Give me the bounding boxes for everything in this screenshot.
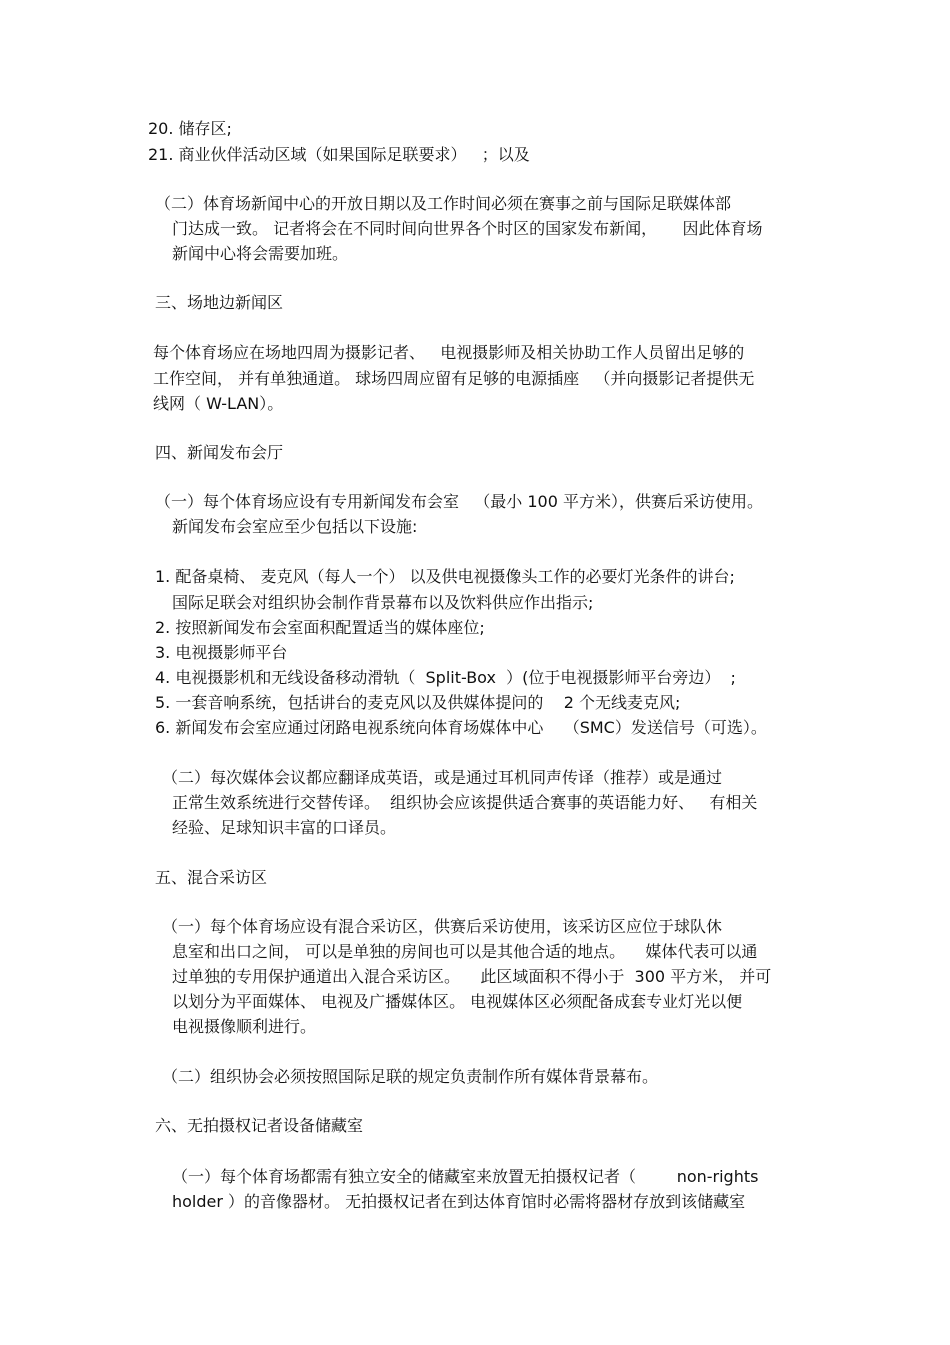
list-item-3: 3. 电视摄影师平台	[155, 643, 288, 662]
section-heading-4: 四、新闻发布会厅	[155, 443, 284, 462]
paragraph-line: 息室和出口之间， 可以是单独的房间也可以是其他合适的地点。 媒体代表可以通	[172, 942, 758, 961]
paragraph-line: （一）每个体育场应设有混合采访区，供赛后采访使用，该采访区应位于球队休	[162, 917, 723, 936]
paragraph-line: 以划分为平面媒体、 电视及广播媒体区。 电视媒体区必须配备成套专业灯光以便	[172, 992, 743, 1011]
paragraph-line: （一）每个体育场都需有独立安全的储藏室来放置无拍摄权记者（ non-rights	[172, 1167, 759, 1186]
list-item-5: 5. 一套音响系统，包括讲台的麦克风以及供媒体提问的 2 个无线麦克风;	[155, 693, 681, 712]
list-item-4: 4. 电视摄影机和无线设备移动滑轨（ Split-Box ）(位于电视摄影师平台旁边） ;	[155, 668, 736, 687]
list-item-2: 2. 按照新闻发布会室面积配置适当的媒体座位;	[155, 618, 485, 637]
list-item-1: 1. 配备桌椅、 麦克风（每人一个） 以及供电视摄像头工作的必要灯光条件的讲台;	[155, 567, 735, 586]
list-item-20: 20. 储存区;	[148, 119, 232, 138]
paragraph-line: 新闻中心将会需要加班。	[172, 244, 349, 263]
paragraph-line: （二）每次媒体会议都应翻译成英语，或是通过耳机同声传译（推荐）或是通过	[162, 768, 723, 787]
paragraph-line: 电视摄像顺利进行。	[172, 1017, 317, 1036]
paragraph-line: 过单独的专用保护通道出入混合采访区。 此区域面积不得小于 300 平方米， 并可	[172, 967, 772, 986]
paragraph-line: （二）组织协会必须按照国际足联的规定负责制作所有媒体背景幕布。	[162, 1067, 659, 1086]
paragraph-line: 新闻发布会室应至少包括以下设施:	[172, 517, 418, 536]
paragraph-line: 门达成一致。 记者将会在不同时间向世界各个时区的国家发布新闻， 因此体育场	[172, 219, 763, 238]
list-item-21: 21. 商业伙伴活动区域（如果国际足联要求） ；以及	[148, 145, 530, 164]
paragraph-line: 线网（ W-LAN）。	[153, 394, 284, 413]
paragraph-line: （二）体育场新闻中心的开放日期以及工作时间必须在赛事之前与国际足联媒体部	[155, 194, 732, 213]
section-heading-5: 五、混合采访区	[155, 868, 268, 887]
paragraph-line: 每个体育场应在场地四周为摄影记者、 电视摄影师及相关协助工作人员留出足够的	[153, 343, 745, 362]
paragraph-line: 经验、足球知识丰富的口译员。	[172, 818, 397, 837]
paragraph-line: （一）每个体育场应设有专用新闻发布会室 （最小 100 平方米），供赛后采访使用。	[155, 492, 763, 511]
section-heading-3: 三、场地边新闻区	[155, 293, 284, 312]
paragraph-line: 正常生效系统进行交替传译。 组织协会应该提供适合赛事的英语能力好、 有相关	[172, 793, 758, 812]
list-item-6: 6. 新闻发布会室应通过闭路电视系统向体育场媒体中心 （SMC）发送信号（可选）。	[155, 718, 767, 737]
section-heading-6: 六、无拍摄权记者设备储藏室	[155, 1116, 364, 1135]
list-item-1-cont: 国际足联会对组织协会制作背景幕布以及饮料供应作出指示;	[172, 593, 594, 612]
paragraph-line: 工作空间， 并有单独通道。 球场四周应留有足够的电源插座 （并向摄影记者提供无	[153, 369, 755, 388]
paragraph-line: holder ）的音像器材。 无拍摄权记者在到达体育馆时必需将器材存放到该储藏室	[172, 1192, 746, 1211]
